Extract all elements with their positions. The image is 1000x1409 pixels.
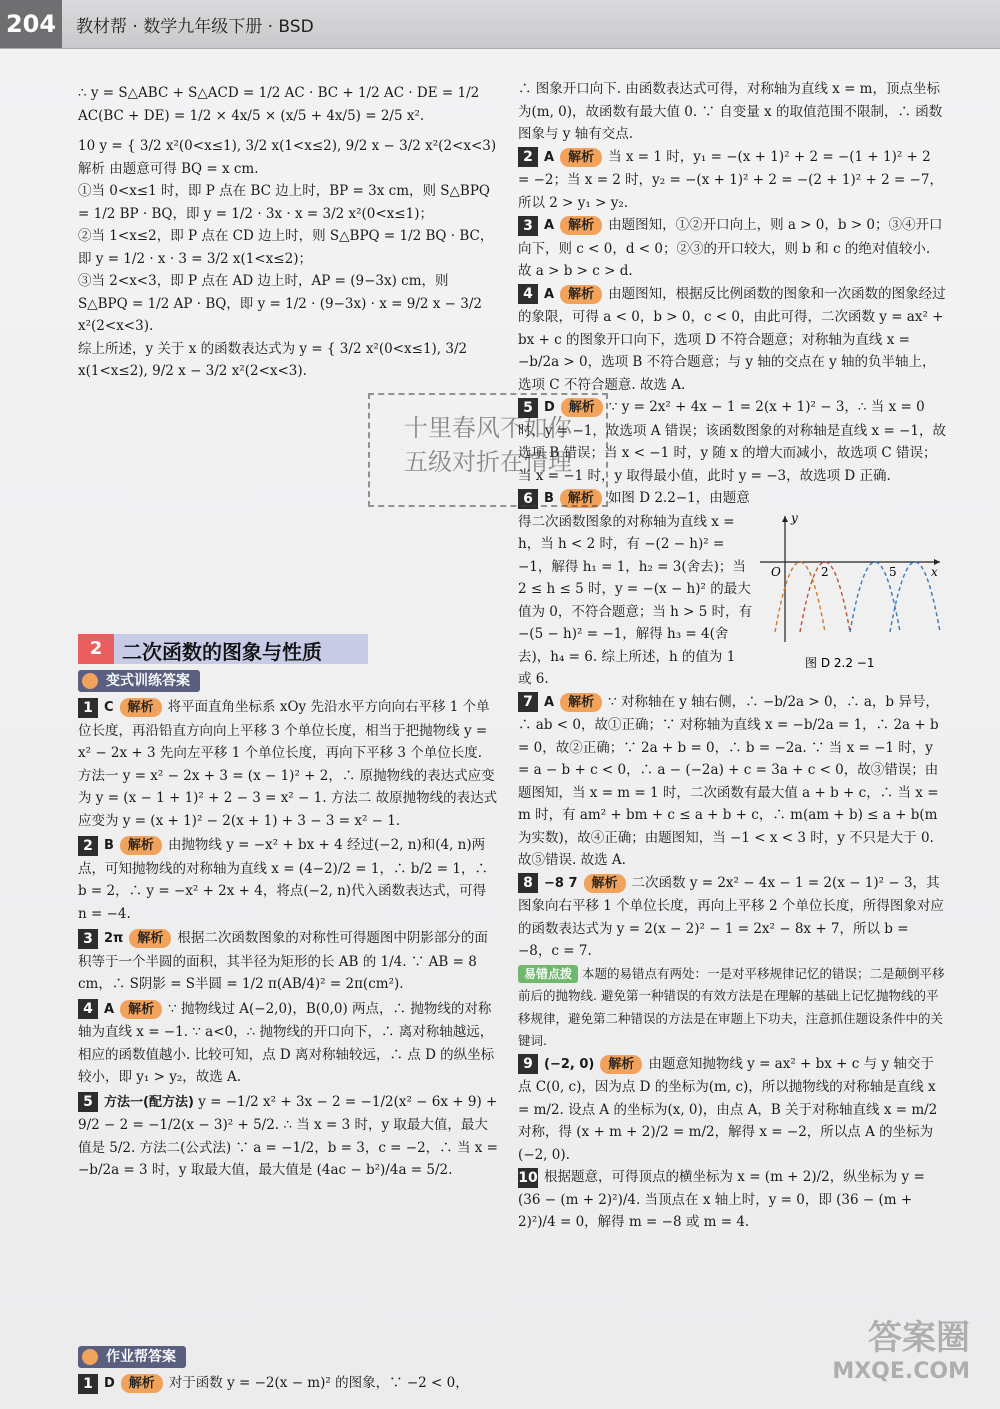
analysis-tag: 解析: [600, 1055, 642, 1074]
answer-item: [78, 927, 498, 996]
left-column-items: [78, 696, 498, 1184]
stamp-line: 十里春风不如你: [404, 414, 572, 442]
item-text: 由题图知，根据反比例函数的图象和一次函数的图象经过的象限，可得 a < 0，b > 0，c < 0，由此可得，二次函数 y = ax² + bx + c 的图象开口向下，选项 D 不符合题意；对称轴为直线 x = −b/2a > 0，选项 B 不符合题意；与 y 轴的交点在 y 轴的负半轴上，选项 C 不符合题意. 故选 A.: [518, 285, 946, 393]
answer-item: [518, 283, 946, 397]
paragraph: ∴ y = S△ABC + S△ACD = 1/2 AC · BC + 1/2 AC · DE = 1/2 AC(BC + DE) = 1/2 × 4x/5 × (x/5 + 4x/5) = 2/5 x².: [78, 85, 480, 124]
paragraph: ∴ 图象开口向下. 由函数表达式可得，对称轴为直线 x = m，顶点坐标为(m, 0)，故函数有最大值 0. ∵ 自变量 x 的取值范围不限制，∴ 函数图象与 y 轴有交点.: [518, 81, 943, 142]
item-answer: −8 7: [544, 875, 578, 891]
item-text: ∵ 抛物线过 A(−2,0)，B(0,0) 两点，∴ 抛物线的对称轴为直线 x = −1. ∵ a<0，∴ 抛物线的开口向下，∴ 离对称轴越远，相应的函数值越小. 比较可知，点 D 离对称轴较远，∴ 点 D 的纵坐标较小，即 y₁ > y₂，故选 A.: [78, 1000, 495, 1085]
paragraph: 综上所述，y 关于 x 的函数表达式为 y = { 3/2 x²(0<x≤1), 3/2 x(1<x≤2), 9/2 x − 3/2 x²(2<x<3).: [78, 340, 468, 379]
analysis-tag: 解析: [560, 285, 602, 304]
watermark: [832, 1318, 970, 1389]
item-number: 6: [518, 489, 538, 509]
tick-label: 5: [889, 565, 897, 579]
stamp-line: 五级对折在情理: [404, 448, 572, 476]
y-axis-arrow: [782, 516, 788, 522]
item-number: 5: [518, 398, 538, 418]
tag-icon: [82, 673, 98, 689]
item-number: 3: [518, 216, 538, 236]
analysis-tag: 解析: [129, 929, 171, 948]
analysis-tag: 解析: [584, 874, 626, 893]
analysis-tag: 解析: [121, 1374, 163, 1393]
answer-item: [78, 1091, 498, 1182]
item-number: 4: [78, 999, 98, 1019]
stamp-overlay: [368, 393, 608, 507]
paragraph: 10 y = { 3/2 x²(0<x≤1), 3/2 x(1<x≤2), 9/2 x − 3/2 x²(2<x<3) 解析 由题意可得 BQ = x cm.: [78, 138, 497, 177]
item-number: 2: [518, 147, 538, 167]
item-number: 7: [518, 692, 538, 712]
figure-parabolas: [755, 512, 945, 672]
answer-item: [518, 691, 946, 872]
item-answer: 方法一(配方法): [104, 1094, 194, 1110]
item-text: 二次函数 y = 2x² − 4x − 1 = 2(x − 1)² − 3，其图象向右平移 1 个单位长度，再向上平移 2 个单位长度，所得图象对应的函数表达式为 y = 2(x − 2)² − 1 = 2x² − 8x + 7，所以 b = −8，c = 7.: [518, 874, 944, 959]
answer-item: [518, 487, 753, 691]
item-answer: A: [104, 1001, 115, 1017]
page-number: 204: [0, 0, 62, 48]
x-axis-label: x: [931, 565, 938, 579]
analysis-tag: 解析: [561, 398, 603, 417]
answer-item: [518, 146, 946, 215]
book-title: 教材帮 · 数学九年级下册 · BSD: [76, 17, 314, 37]
analysis-tag: 解析: [560, 148, 602, 167]
item-answer: B: [544, 491, 554, 506]
page-header: [0, 0, 1000, 49]
section-title: 二次函数的图象与性质: [122, 640, 322, 664]
analysis-tag: 解析: [120, 698, 162, 717]
figure-caption: 图 D 2.2 −1: [805, 656, 875, 670]
item-answer: B: [104, 838, 114, 853]
origin-label: O: [771, 565, 781, 579]
item-number: 1: [78, 1374, 98, 1394]
subheading-variant-answers: [78, 670, 200, 692]
item-answer: 2π: [104, 931, 124, 946]
subheading-text: 作业帮答案: [106, 1349, 176, 1365]
item-number: 4: [518, 284, 538, 304]
item-text: 根据二次函数图象的对称性可得题图中阴影部分的面积等于一个半圆的面积，其半径为矩形的长 AB 的 1/4. ∵ AB = 8 cm，∴ S阴影 = S半圆 = 1/2 π(AB/4)² = 2π(cm²).: [78, 930, 488, 992]
tag-icon: [82, 1349, 98, 1365]
answer-item: [518, 872, 946, 963]
answer-item: [518, 214, 946, 283]
item-text: 对于函数 y = −2(x − m)² 的图象，∵ −2 < 0，: [168, 1375, 469, 1391]
item-answer: C: [104, 700, 114, 715]
section-number: 2: [78, 634, 114, 664]
item-answer: A: [544, 694, 555, 710]
item-answer: A: [544, 149, 555, 165]
paragraph: ③当 2<x<3，即 P 点在 AD 边上时，AP = (9−3x) cm，则 S△BPQ = 1/2 AP · BQ，即 y = 1/2 · (9−3x) · x = 9/2 x − 3/2 x²(2<x<3).: [78, 273, 482, 334]
item-number: 1: [78, 698, 98, 718]
subheading-homework-answers: [78, 1346, 186, 1368]
item-number: 10: [518, 1169, 538, 1186]
item-text: ∵ y = 2x² + 4x − 1 = 2(x + 1)² − 3，∴ 当 x = 0 时，y = −1，故选项 A 错误；该函数图象的对称轴是直线 x = −1，故选项 B 错误；当 x < −1 时，y 随 x 的增大而减小，故选项 C 错误；当 x = −1 时，y 取得最小值，此时 y = −3，故选项 D 正确.: [518, 399, 946, 484]
paragraph: ①当 0<x≤1 时，即 P 点在 BC 边上时，BP = 3x cm，则 S△BPQ = 1/2 BP · BQ，即 y = 1/2 · 3x · x = 3/2 x²(0<x≤1)；: [78, 183, 490, 222]
item-text: y = −1/2 x² + 3x − 2 = −1/2(x² − 6x + 9) + 9/2 − 2 = −1/2(x − 3)² + 5/2. ∴ 当 x = 3 时，y 取最大值，最大值是 5/2. 方法二(公式法) ∵ a = −1/2，b = 3，c = −2，∴ 当 x = −b/2a = 3 时，y 取最大值，最大值是 (4ac − b²)/4a = 5/2.: [78, 1093, 498, 1178]
item-text: 由题意知抛物线 y = ax² + bx + c 与 y 轴交于点 C(0, c)，因为点 D 的坐标为(m, c)，所以抛物线的对称轴是直线 x = m/2. 设点 A 的坐标为(x, 0)，由点 A，B 关于对称轴直线 x = m/2 对称，得 (x + m + 2)/2 = m/2，解得 x = −2，所以点 A 的坐标为(−2, 0).: [518, 1055, 938, 1163]
figure-svg: [755, 512, 945, 672]
analysis-tag: 解析: [120, 1000, 162, 1019]
item-text: 由题图知，①②开口向上，则 a > 0，b > 0；③④开口向下，则 c < 0，d < 0；②③的开口较大，则 b 和 c 的绝对值较小. 故 a > b > c > d.: [518, 217, 943, 279]
analysis-tag: 解析: [560, 693, 602, 712]
item-text: 将平面直角坐标系 xOy 先沿水平方向向右平移 1 个单位长度，再沿铅直方向向上平移 3 个单位长度，相当于把抛物线 y = x² − 2x + 3 先向左平移 1 个单位长度，再向下平移 3 个单位长度. 方法一 y = x² − 2x + 3 = (x − 1)² + 2，∴ 原抛物线的表达式应变为 y = (x − 1 + 1)² + 2 − 3 = x² − 1. 方法二 故原抛物线的表达式应变为 y = (x + 1)² − 2(x + 1) + 3 − 3 = x² − 1.: [78, 699, 498, 829]
item-text: 如图 D 2.2−1，由题意得二次函数图象的对称轴为直线 x = h，当 h < 2 时，有 −(2 − h)² = −1，解得 h₁ = 1，h₂ = 3(舍去)；当 2 ≤ h ≤ 5 时，y = −(x − h)² 的最大值为 0，不符合题意；当 h > 5 时，有 −(5 − h)² = −1，解得 h₃ = 4(舍去)，h₄ = 6. 综上所述，h 的值为 1 或 6.: [518, 490, 753, 687]
item-number: 5: [78, 1092, 98, 1112]
item-number: 8: [518, 873, 538, 893]
item-answer: D: [104, 1376, 115, 1391]
item-answer: D: [544, 400, 555, 415]
answer-item: [518, 1053, 946, 1167]
item-answer: A: [544, 286, 555, 302]
item-answer: (−2, 0): [544, 1056, 595, 1072]
subheading-text: 变式训练答案: [106, 673, 190, 689]
answer-item: [518, 1166, 946, 1234]
analysis-tag: 解析: [120, 836, 162, 855]
answer-item: [78, 998, 498, 1089]
analysis-tag: 解析: [560, 489, 602, 508]
item-text: 本题的易错点有两处：一是对平移规律记忆的错误；二是颠倒平移前后的抛物线. 避免第一种错误的有效方法是在理解的基础上记忆抛物线的平移规律，避免第二种错误的方法是在审题上下功夫，注意抓住题设条件中的关键词.: [518, 965, 945, 1048]
item-text: 由抛物线 y = −x² + bx + 4 经过(−2, n)和(4, n)两点，可知抛物线的对称轴为直线 x = (4−2)/2 = 1，∴ b/2 = 1，∴ b = 2，∴ y = −x² + 2x + 4，将点(−2, n)代入函数表达式，可得 n = −4.: [78, 837, 488, 922]
left-column-last: [78, 1372, 498, 1396]
y-axis-label: y: [791, 512, 798, 525]
paragraph: ②当 1<x≤2，即 P 点在 CD 边上时，则 S△BPQ = 1/2 BQ · BC，即 y = 1/2 · x · 3 = 3/2 x(1<x≤2)；: [78, 228, 494, 267]
watermark-logo: 答案圈: [868, 1318, 970, 1358]
item-answer: A: [544, 218, 555, 233]
item-text: 根据题意，可得顶点的横坐标为 x = (m + 2)/2，纵坐标为 y = (36 − (m + 2)²)/4. 当顶点在 x 轴上时，y = 0，即 (36 − (m + 2)²)/4 = 0，解得 m = −8 或 m = 4.: [518, 1169, 925, 1230]
analysis-tag: 解析: [560, 216, 602, 235]
parabola-h1: [775, 562, 825, 632]
answer-item: [78, 696, 498, 832]
watermark-url: MXQE.COM: [832, 1359, 970, 1384]
item-text: 当 x = 1 时，y₁ = −(x + 1)² + 2 = −(1 + 1)² + 2 = −2；当 x = 2 时，y₂ = −(x + 1)² + 2 = −(2 + 1)² + 2 = −7，所以 2 > y₁ > y₂.: [518, 148, 943, 211]
left-column-top: [78, 82, 498, 383]
item-number: 3: [78, 929, 98, 949]
tick-label: 2: [821, 565, 829, 579]
item-text: ∵ 对称轴在 y 轴右侧，∴ −b/2a > 0，∴ a，b 异号，∴ ab < 0，故①正确；∵ 对称轴为直线 x = −b/2a = 1，∴ 2a + b = 0，故②正确；∵ 2a + b = 0，∴ b = −2a. ∵ 当 x = −1 时，y = a − b + c < 0，∴ a − (−2a) + c = 3a + c < 0，故③错误；由题图知，当 x = m = 1 时，二次函数有最大值 a + b + c，∴ 当 x = m 时，有 am² + bm + c ≤ a + b + c，∴ m(am + b) ≤ a + b(m 为实数)，故④正确；由题图知，当 −1 < x < 3 时，y 不只是大于 0. 故⑤错误. 故选 A.: [518, 693, 939, 868]
error-tip-label: 易错点拨: [518, 965, 578, 983]
answer-item: [78, 834, 498, 925]
item-number: 2: [78, 836, 98, 856]
error-tip: [518, 963, 946, 1053]
item-number: 9: [518, 1054, 538, 1074]
